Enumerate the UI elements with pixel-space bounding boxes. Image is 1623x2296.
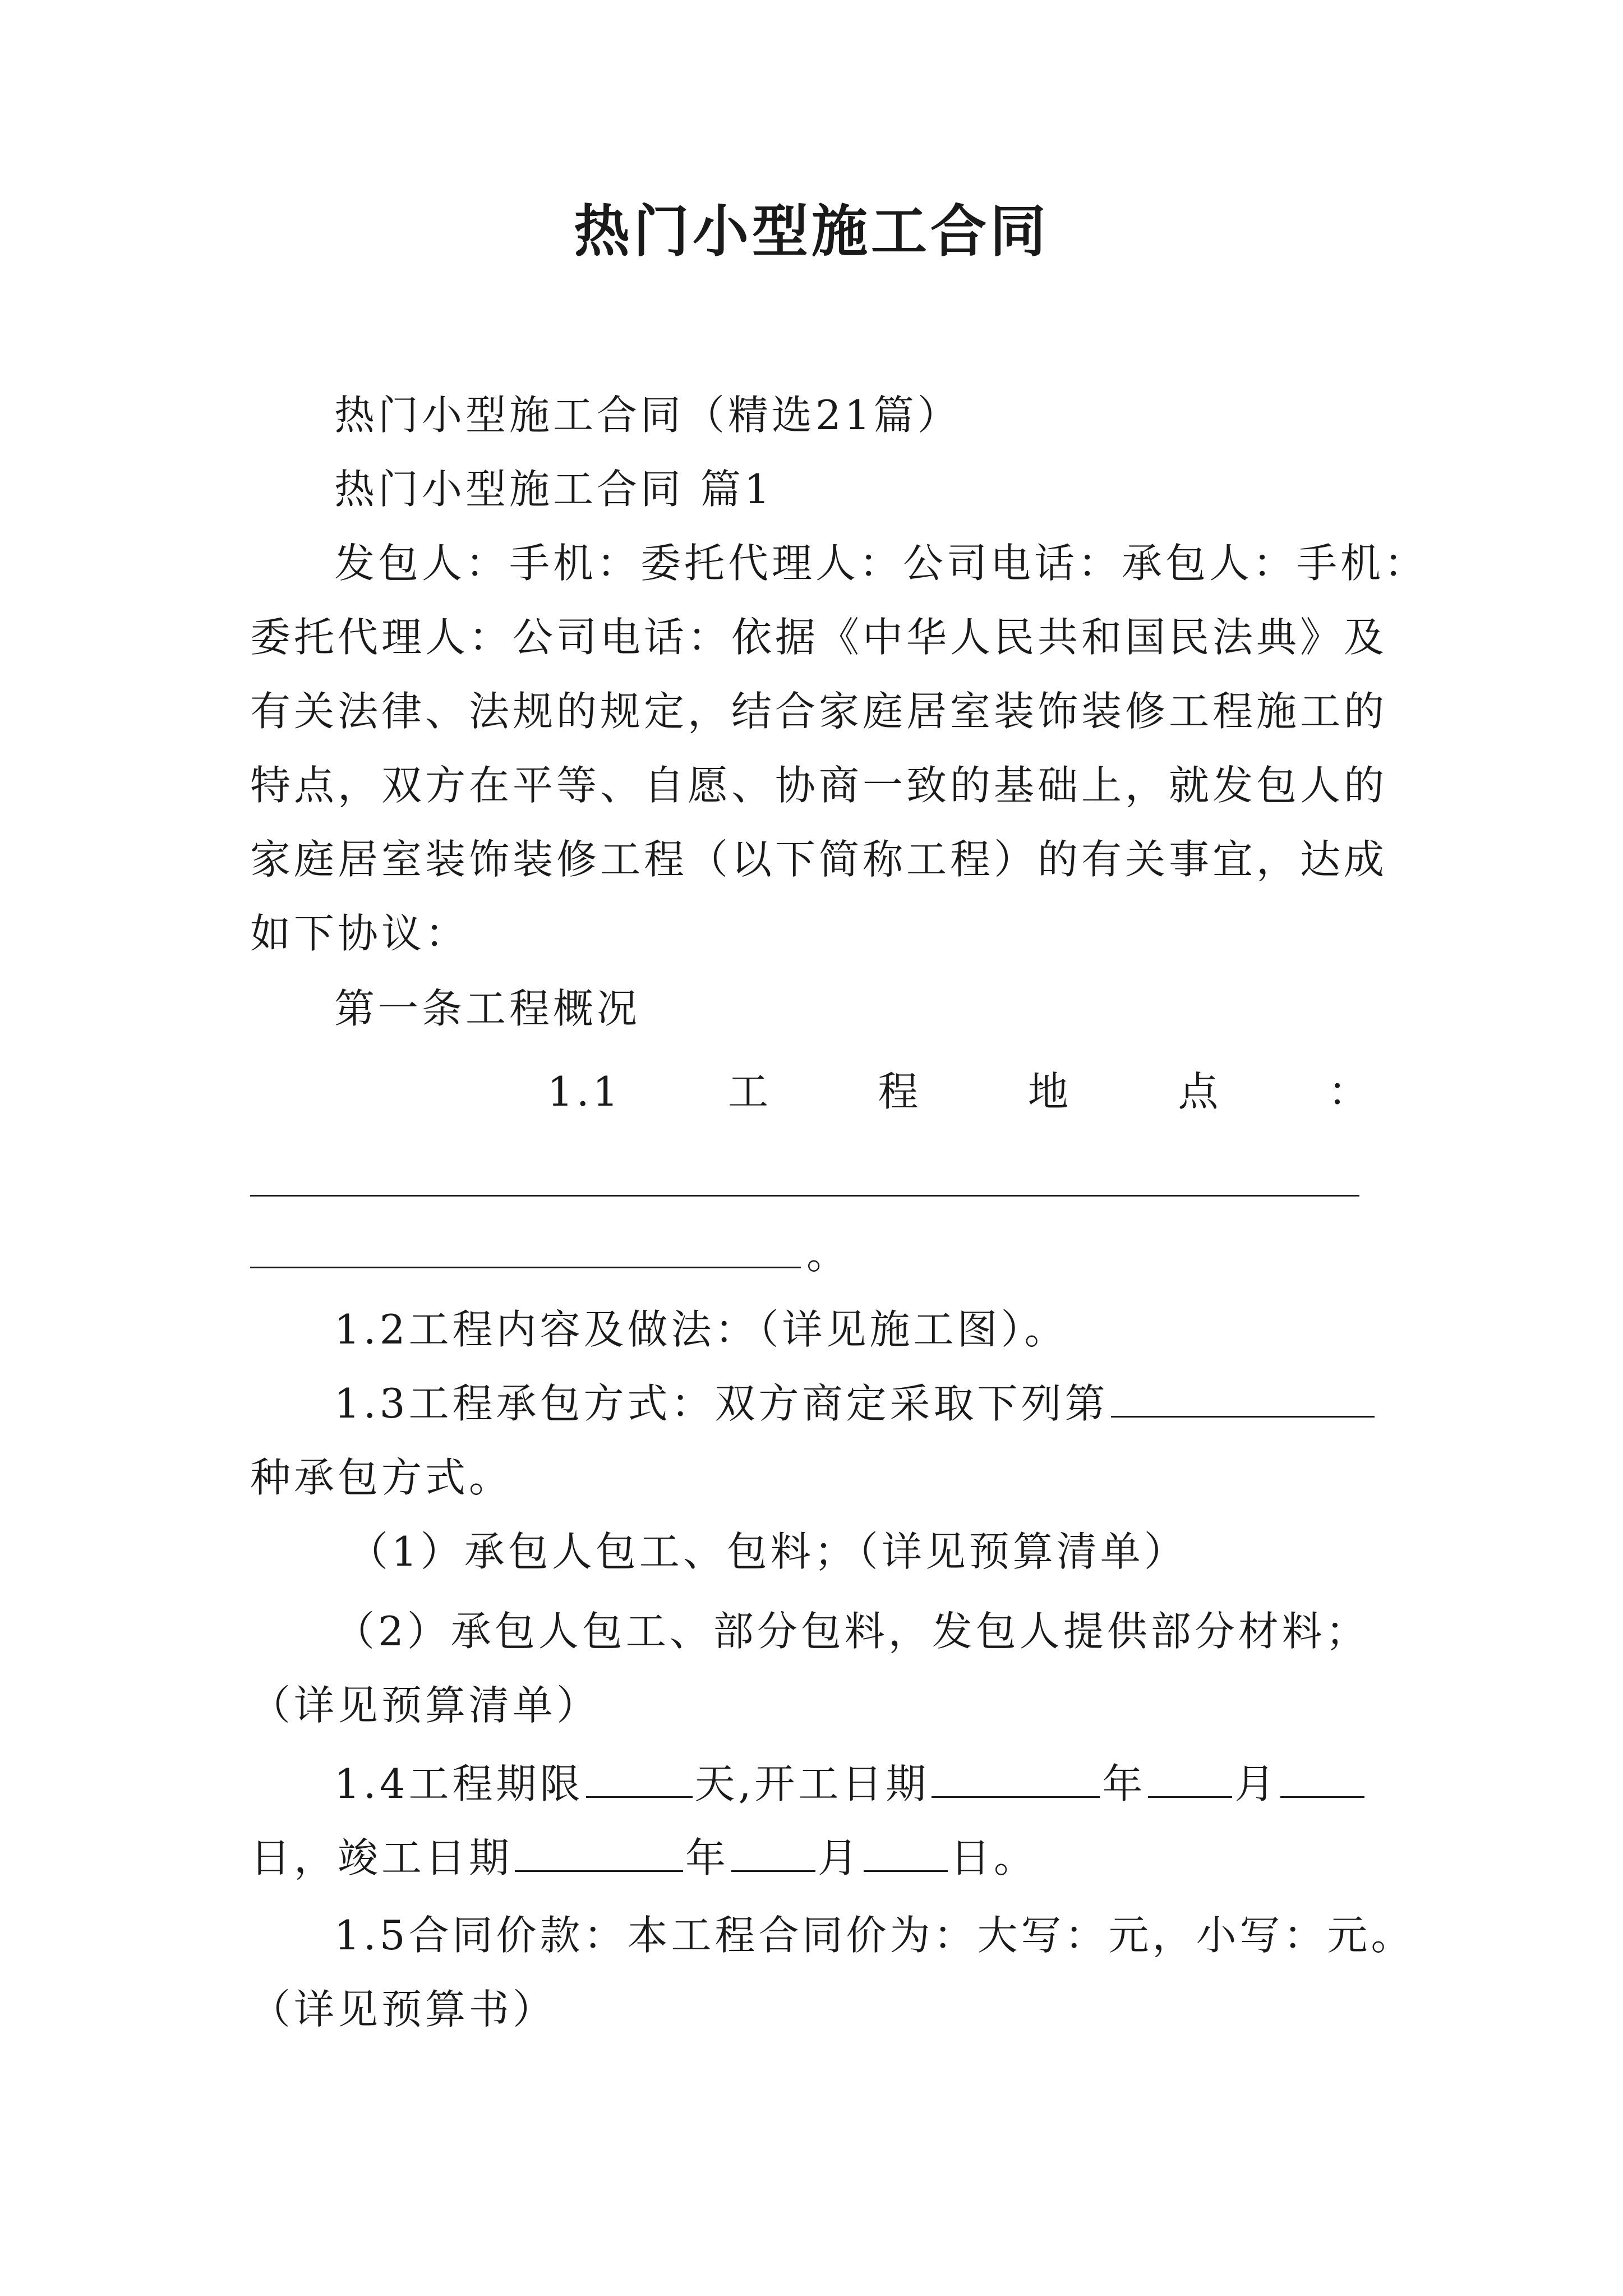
clause-1-4-month-1: 月 (1234, 1760, 1279, 1807)
start-day-blank[interactable] (1280, 1760, 1364, 1798)
clause-1-1-char-4: 点 (1178, 1068, 1222, 1115)
address-blank-line-1[interactable] (250, 1195, 1359, 1197)
clause-1-1-line (547, 1064, 1372, 1120)
clause-1-3-line-2: 种承包方式。 (250, 1454, 513, 1501)
contract-type-blank[interactable] (1111, 1380, 1375, 1418)
option-1: （1）承包人包工、包料；（详见预算清单） (348, 1528, 1188, 1575)
end-year-blank[interactable] (515, 1834, 683, 1872)
chapter-heading: 热门小型施工合同 篇1 (334, 466, 773, 513)
clause-1-1-end-mark: 。 (806, 1231, 847, 1278)
clause-1-1-char-3: 地 (1027, 1068, 1072, 1115)
clause-1-1-char-1: 工 (727, 1068, 772, 1115)
duration-days-blank[interactable] (586, 1760, 693, 1798)
clause-1-4-line-2 (250, 1830, 1389, 1886)
clause-1-1-char-5: ： (1327, 1068, 1372, 1115)
intro-line-5: 家庭居室装饰装修工程（以下简称工程）的有关事宜，达成 (250, 836, 1388, 883)
option-2-line-2: （详见预算清单） (250, 1682, 601, 1729)
clause-1-1-char-2: 程 (878, 1068, 922, 1115)
intro-line-6: 如下协议： (250, 910, 469, 957)
intro-line-1: 发包人：手机：委托代理人：公司电话：承包人：手机： (334, 540, 1428, 587)
end-day-blank[interactable] (864, 1834, 948, 1872)
intro-line-3: 有关法律、法规的规定，结合家庭居室装饰装修工程施工的 (250, 688, 1388, 735)
clause-1-3-line-1 (334, 1375, 1473, 1432)
option-2-line-1: （2）承包人包工、部分包料，发包人提供部分材料； (334, 1608, 1370, 1655)
clause-1-4-month-2: 月 (818, 1834, 862, 1881)
clause-1-4-year-2: 年 (685, 1834, 730, 1881)
clause-1-4-days: 天,开工日期 (694, 1760, 930, 1807)
start-year-blank[interactable] (932, 1760, 1100, 1798)
intro-line-2: 委托代理人：公司电话：依据《中华人民共和国民法典》及 (250, 614, 1388, 661)
clause-1-4-day-end: 日，竣工日期 (250, 1834, 513, 1881)
clause-1-4-label: 1.4工程期限 (334, 1760, 584, 1807)
document-subtitle: 热门小型施工合同（精选21篇） (334, 392, 961, 439)
clause-1-1-number: 1.1 (547, 1068, 622, 1115)
clause-1-2: 1.2工程内容及做法：（详见施工图）。 (334, 1306, 1068, 1353)
clause-1-4-day: 日。 (950, 1834, 1038, 1881)
intro-line-4: 特点，双方在平等、自愿、协商一致的基础上，就发包人的 (250, 762, 1388, 809)
end-month-blank[interactable] (731, 1834, 815, 1872)
clause-1-4-year-1: 年 (1102, 1760, 1146, 1807)
document-title: 热门小型施工合同 (574, 198, 1049, 264)
address-blank-line-2[interactable] (250, 1267, 801, 1268)
article-1-heading: 第一条工程概况 (334, 985, 641, 1032)
clause-1-5-line-1: 1.5合同价款：本工程合同价为：大写：元，小写：元。 (334, 1912, 1415, 1959)
start-month-blank[interactable] (1148, 1760, 1232, 1798)
clause-1-5-line-2: （详见预算书） (250, 1986, 557, 2033)
clause-1-4-line-1 (334, 1756, 1473, 1812)
clause-1-3-text: 1.3工程承包方式：双方商定采取下列第 (334, 1380, 1109, 1427)
